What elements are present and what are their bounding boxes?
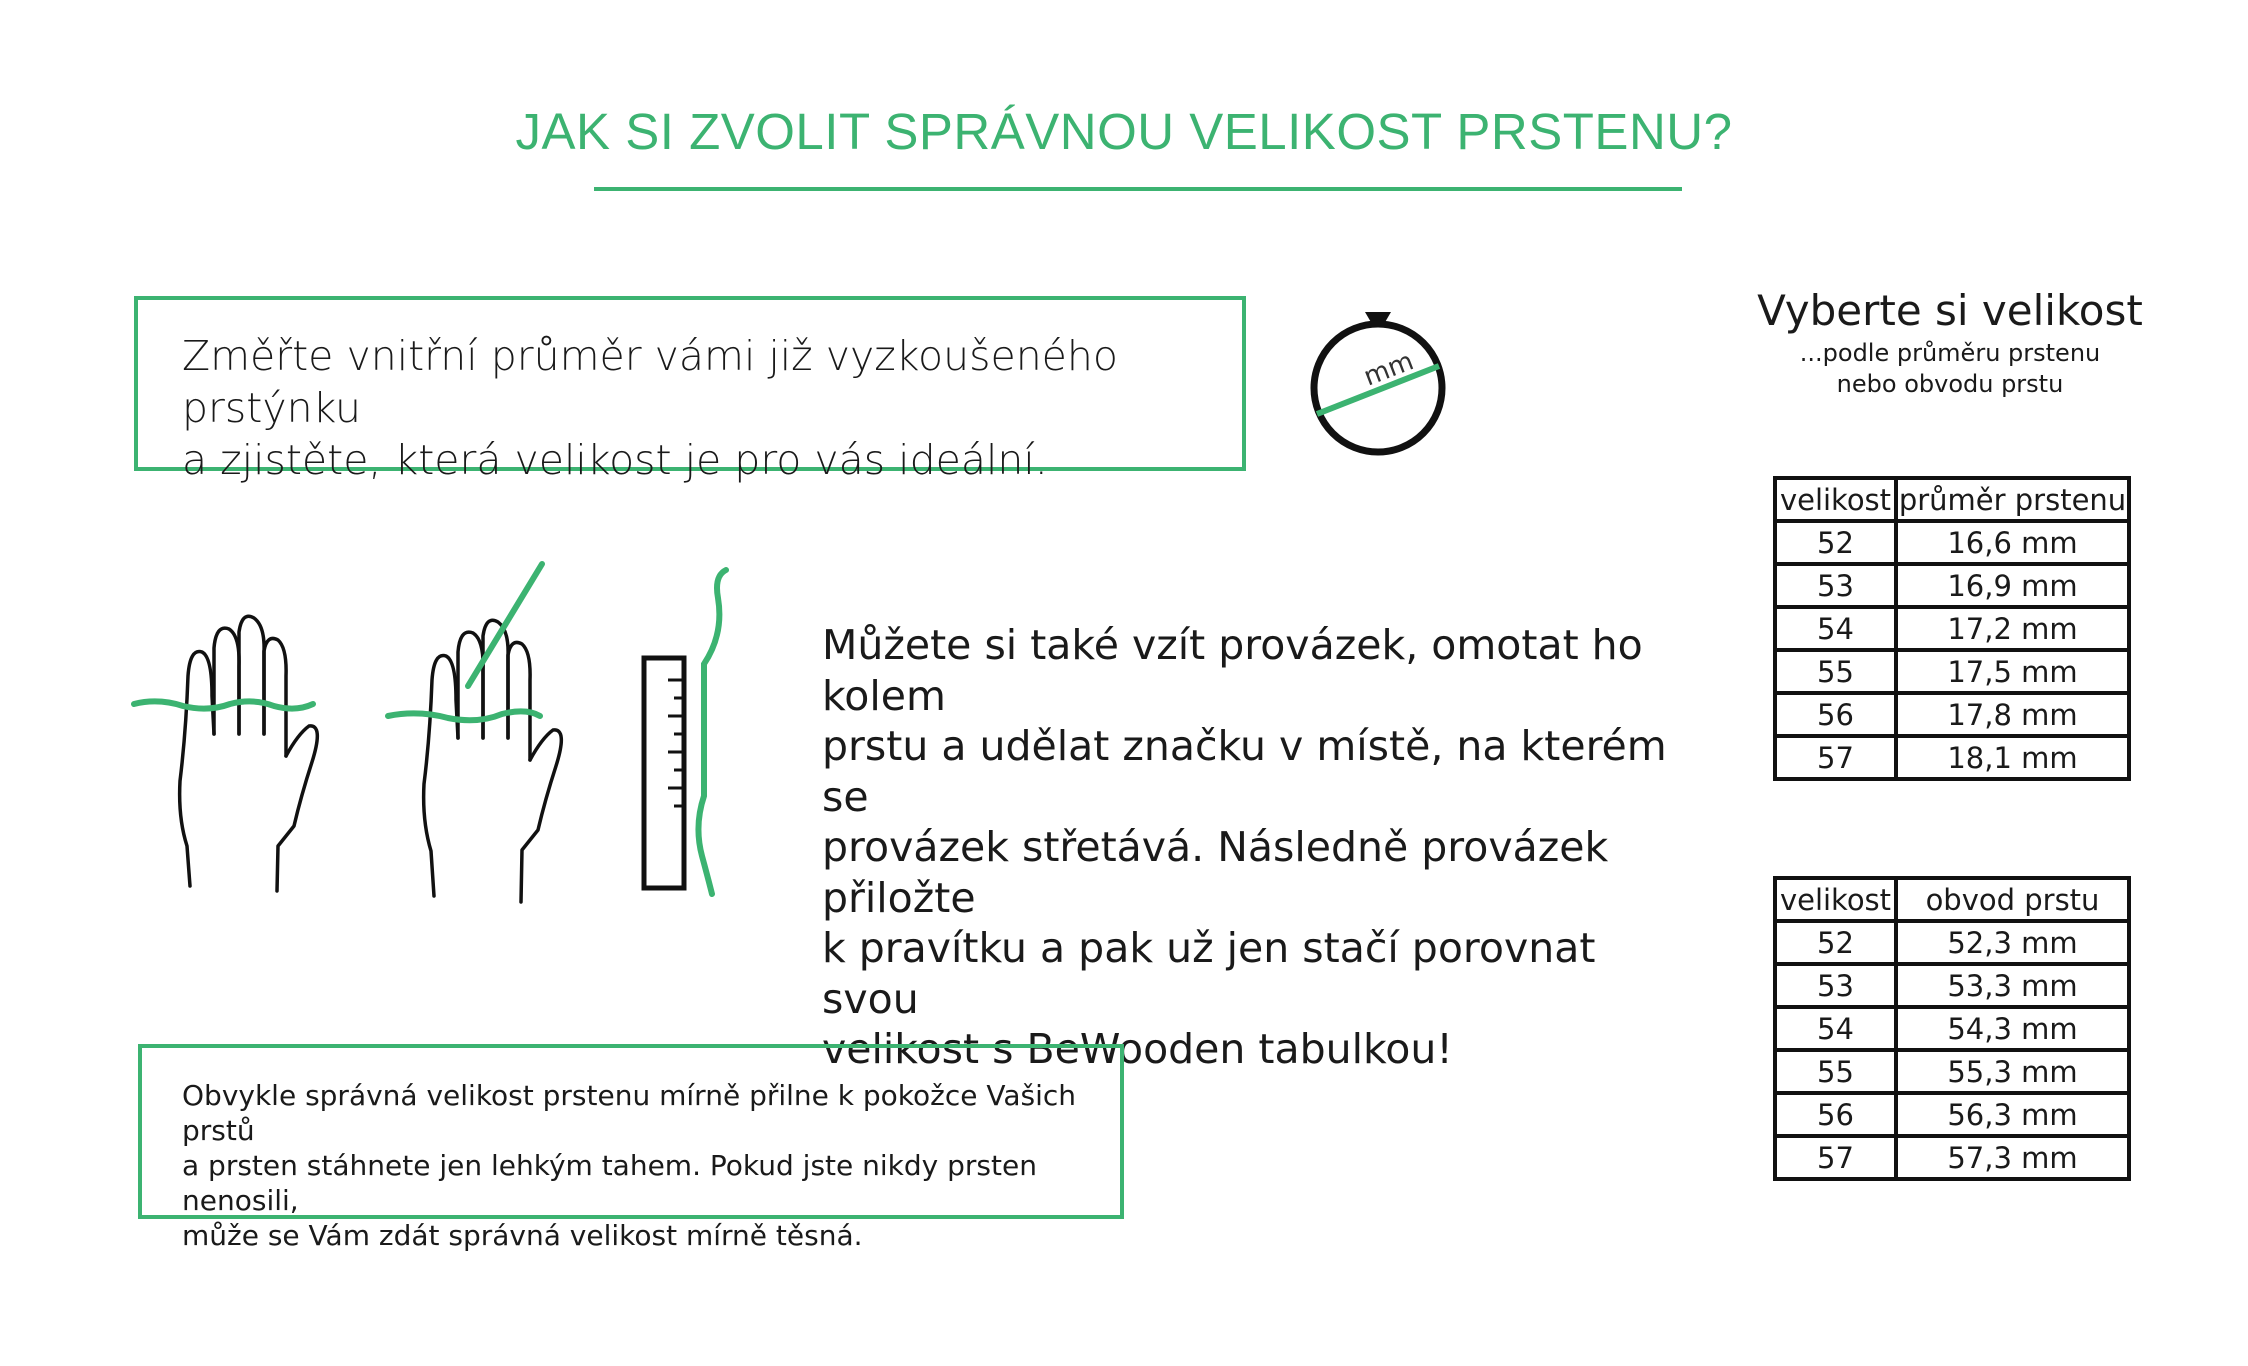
intro-line: Změřte vnitřní průměr vámi již vyzkoušeného prstýnku — [182, 332, 1118, 432]
size-cell: 55 — [1775, 650, 1896, 693]
size-cell: 57 — [1775, 1136, 1896, 1179]
table-row — [1775, 650, 2129, 693]
hand-with-pencil-icon — [388, 564, 561, 902]
intro-text — [182, 330, 1212, 486]
table-row — [1775, 521, 2129, 564]
size-cell: 52 — [1775, 521, 1896, 564]
note-line: a prsten stáhnete jen lehkým tahem. Pokud jste nikdy prsten nenosili, — [182, 1149, 1037, 1217]
table-row — [1775, 564, 2129, 607]
ring-unit-label: mm — [1359, 346, 1418, 393]
circumference-cell: 55,3 mm — [1896, 1050, 2129, 1093]
measuring-illustration — [128, 556, 748, 916]
table-row — [1775, 964, 2129, 1007]
table-row — [1775, 1093, 2129, 1136]
note-line: Obvykle správná velikost prstenu mírně přilne k pokožce Vašich prstů — [182, 1079, 1077, 1147]
note-box — [138, 1044, 1124, 1252]
column-header-size: velikost — [1775, 878, 1896, 921]
circumference-cell: 53,3 mm — [1896, 964, 2129, 1007]
size-cell: 57 — [1775, 736, 1896, 779]
circumference-cell: 52,3 mm — [1896, 921, 2129, 964]
note-line: může se Vám zdát správná velikost mírně těsná. — [182, 1219, 863, 1252]
size-cell: 56 — [1775, 1093, 1896, 1136]
size-cell: 54 — [1775, 1007, 1896, 1050]
ruler-shape — [644, 658, 684, 888]
column-header-circumference: obvod prstu — [1896, 878, 2129, 921]
size-cell: 53 — [1775, 964, 1896, 1007]
ruler-with-string-icon — [644, 570, 726, 894]
note-text — [182, 1078, 1100, 1253]
string-method-line: Můžete si také vzít provázek, omotat ho kolem — [822, 621, 1643, 720]
sidebar-subtitle-line: nebo obvodu prstu — [1836, 370, 2064, 398]
table-row — [1775, 1050, 2129, 1093]
string-shape — [698, 570, 726, 894]
intro-box — [134, 296, 1246, 484]
sidebar-title: Vyberte si velikost — [1757, 286, 2143, 335]
size-cell: 54 — [1775, 607, 1896, 650]
sidebar-subtitle-line: ...podle průměru prstenu — [1799, 339, 2101, 367]
diameter-cell: 18,1 mm — [1896, 736, 2129, 779]
string-method-line: velikost s BeWooden tabulkou! — [822, 1025, 1453, 1073]
diameter-cell: 16,6 mm — [1896, 521, 2129, 564]
column-header-size: velikost — [1775, 478, 1896, 521]
size-cell: 55 — [1775, 1050, 1896, 1093]
title-underline — [594, 187, 1682, 191]
string-method-text — [822, 620, 1702, 1075]
table-row — [1775, 736, 2129, 779]
table-row — [1775, 693, 2129, 736]
ring-measure-icon — [1298, 306, 1458, 466]
table-header-row — [1775, 478, 2129, 521]
string-method-line: provázek střetává. Následně provázek přiložte — [822, 823, 1609, 922]
circumference-cell: 54,3 mm — [1896, 1007, 2129, 1050]
diameter-cell: 17,2 mm — [1896, 607, 2129, 650]
diameter-cell: 17,8 mm — [1896, 693, 2129, 736]
string-method-line: prstu a udělat značku v místě, na kterém se — [822, 722, 1667, 821]
size-cell: 56 — [1775, 693, 1896, 736]
page-title: JAK SI ZVOLIT SPRÁVNOU VELIKOST PRSTENU? — [515, 103, 1733, 160]
diameter-cell: 17,5 mm — [1896, 650, 2129, 693]
sidebar-subtitle — [1740, 338, 2160, 400]
circumference-cell: 57,3 mm — [1896, 1136, 2129, 1179]
size-cell: 53 — [1775, 564, 1896, 607]
diameter-cell: 16,9 mm — [1896, 564, 2129, 607]
size-cell: 52 — [1775, 921, 1896, 964]
string-method-line: k pravítku a pak už jen stačí porovnat svou — [822, 924, 1596, 1023]
intro-line: a zjistěte, která velikost je pro vás ideální. — [182, 436, 1048, 484]
diameter-size-table — [1773, 476, 2131, 781]
column-header-diameter: průměr prstenu — [1896, 478, 2129, 521]
table-header-row — [1775, 878, 2129, 921]
circumference-size-table — [1773, 876, 2131, 1181]
table-row — [1775, 921, 2129, 964]
table-row — [1775, 607, 2129, 650]
table-row — [1775, 1136, 2129, 1179]
hand-with-string-icon — [134, 616, 317, 891]
table-row — [1775, 1007, 2129, 1050]
circumference-cell: 56,3 mm — [1896, 1093, 2129, 1136]
